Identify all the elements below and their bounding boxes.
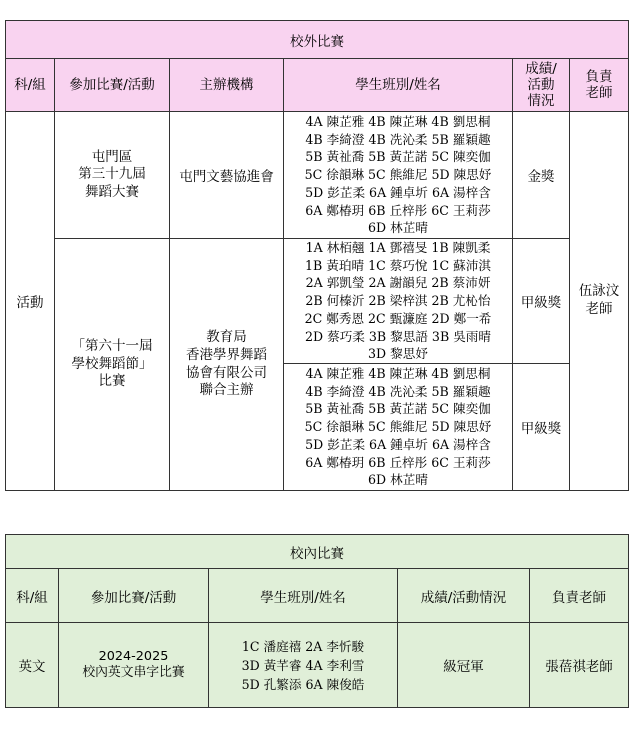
external-table-title: 校外比賽: [6, 21, 629, 59]
competition-name: 「第六十一屆 學校舞蹈節」 比賽: [55, 239, 170, 491]
internal-competitions-table: [5, 534, 629, 708]
table-row: [6, 239, 629, 364]
header-competition: 參加比賽/活動: [59, 569, 209, 623]
organizer-name: 教育局 香港學界舞蹈 協會有限公司 聯合主辦: [170, 239, 284, 491]
result-cell: 金獎: [513, 112, 570, 239]
header-students: 學生班別/姓名: [209, 569, 398, 623]
header-competition: 參加比賽/活動: [55, 59, 170, 112]
student-list: 4A 陳芷雅 4B 陳芷琳 4B 劉思桐 4B 李綺澄 4B 冼沁柔 5B 羅穎趣 5B 黃祉喬 5B 黃芷諾 5C 陳奕伽 5C 徐韻琳 5C 熊維尼 5D 陳思妤 5D 彭芷柔 6A 鍾卓圻 6A 湯梓含 6A 鄭椿玥 6B 丘梓彤 6C 王莉莎 6D 林芷晴: [284, 364, 513, 491]
teacher-cell: 伍詠汶 老師: [570, 112, 629, 491]
organizer-name: 屯門文藝協進會: [170, 112, 284, 239]
header-subject: 科/組: [6, 569, 59, 623]
subject-cell: 活動: [6, 112, 55, 491]
internal-table-title: 校內比賽: [6, 535, 629, 569]
header-students: 學生班別/姓名: [284, 59, 513, 112]
competition-name: 屯門區 第三十九屆 舞蹈大賽: [55, 112, 170, 239]
header-result: 成績/ 活動 情況: [513, 59, 570, 112]
result-cell: 甲級獎: [513, 239, 570, 364]
header-result: 成績/活動情況: [398, 569, 530, 623]
student-list: 1C 潘庭禧 2A 李忻駿 3D 黃芊睿 4A 李利雪 5D 孔繁添 6A 陳俊皓: [209, 623, 398, 708]
subject-cell: 英文: [6, 623, 59, 708]
teacher-cell: 張蓓祺老師: [530, 623, 629, 708]
header-teacher: 負責老師: [530, 569, 629, 623]
table-row: [6, 623, 629, 708]
student-list: 1A 林栢翹 1A 鄧禧旻 1B 陳凱柔 1B 黃珀晴 1C 蔡巧悅 1C 蘇沛淇 2A 郭凱瑩 2A 謝韻兒 2B 蔡沛妍 2B 何榛沂 2B 梁梓淇 2B 尤杺怡 2C 鄭秀恩 2C 甄濂庭 2D 鄭一希 2D 蔡巧柔 3B 黎思語 3B 吳雨晴 3D 黎思妤: [284, 239, 513, 364]
header-teacher: 負責 老師: [570, 59, 629, 112]
competition-name: 2024-2025 校內英文串字比賽: [59, 623, 209, 708]
header-organizer: 主辦機構: [170, 59, 284, 112]
result-cell: 級冠軍: [398, 623, 530, 708]
table-row: [6, 112, 629, 239]
student-list: 4A 陳芷雅 4B 陳芷琳 4B 劉思桐 4B 李綺澄 4B 冼沁柔 5B 羅穎趣 5B 黃祉喬 5B 黃芷諾 5C 陳奕伽 5C 徐韻琳 5C 熊維尼 5D 陳思妤 5D 彭芷柔 6A 鍾卓圻 6A 湯梓含 6A 鄭椿玥 6B 丘梓彤 6C 王莉莎 6D 林芷晴: [284, 112, 513, 239]
header-subject: 科/組: [6, 59, 55, 112]
result-cell: 甲級獎: [513, 364, 570, 491]
external-header-row: [6, 59, 629, 112]
internal-header-row: [6, 569, 629, 623]
external-competitions-table: [5, 20, 629, 491]
